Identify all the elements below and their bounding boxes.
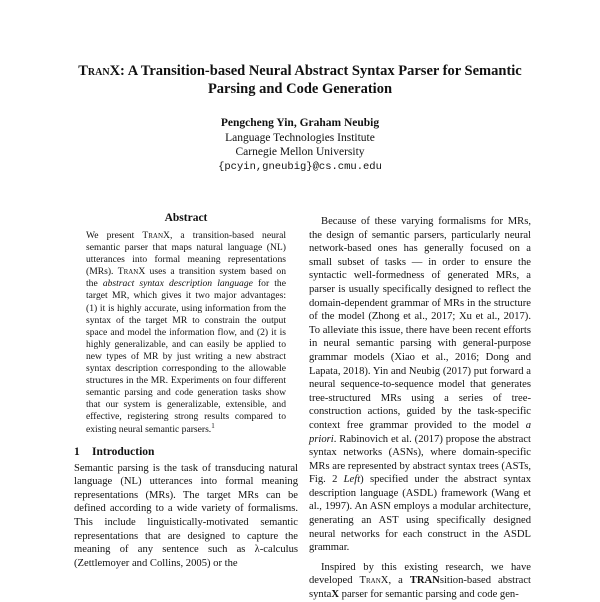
left-column — [74, 212, 298, 570]
author-names: Pengcheng Yin, Graham Neubig — [220, 117, 380, 129]
intro-paragraph: Semantic parsing is the task of transducing natural language (NL) utterances into formal meaning representations (MRs). The target MRs can be defined according to a wide variety of formalisms. This include linguistically-motivated semantic representations that are designed to capture the meaning of any sentence such as λ-calculus (Zettlemoyer and Collins, 2005) or the — [74, 462, 298, 569]
section-title: Introduction — [92, 445, 155, 458]
footnote-mark: 1 — [211, 421, 215, 430]
author-institute: Language Technologies Institute — [225, 131, 375, 144]
section-heading-introduction — [74, 446, 298, 458]
abstract-text: We present TranX, a transition-based neural semantic parser that maps natural language (NL) utterances into formal meaning representations (MRs). TranX uses a transition system based on the abstract syntax description language for the target MR, which gives it two major advantages: (1) it is highly accurate, using information from the syntax of the target MR to constrain the output space and model the information flow, and (2) it is highly generalizable, and can easily be applied to new types of MR by just writing a new abstract syntax description corresponding to the allowable structures in the MR. Experiments on four different semantic parsing and code generation tasks show that our system is generalizable, extensible, and effective, registering strong results compared to existing neural semantic parsers.$^1$ — [86, 230, 286, 435]
title-system-name: TranX — [78, 63, 121, 79]
author-university: Carnegie Mellon University — [235, 146, 365, 158]
right-paragraph-1: Because of these varying formalisms for MRs, the design of semantic parsers, particularly neural network-based ones has generally focused on a small subset of tasks — in order to ensure the syntactic well-formedness of generated MRs, a parser is usually specifically designed to reflect the domain-dependent grammar of MRs in the structure of the model (Zhong et al., 2017; Xu et al., 2017). To alleviate this issue, there have been recent efforts in neural semantic parsing with general-purpose grammar models (Xiao et al., 2016; Dong and Lapata, 2018). Yin and Neubig (2017) put forward a neural sequence-to-sequence model that generates tree-structured MRs using a series of tree-construction actions, guided by the task-specific context free grammar provided to the model a priori. Rabinovich et al. (2017) propose the abstract syntax networks (ASNs), where domain-specific MRs are represented by abstract syntax trees (ASTs, Fig. 2 Left) specified under the abstract syntax description language (ASDL) framework (Wang et al., 1997). An ASN employs a modular architecture, generating an AST using specifically designed neural networks for each construct in the ASDL grammar. — [309, 216, 532, 554]
abstract-heading: Abstract — [164, 212, 208, 224]
paper-title — [60, 62, 540, 98]
title-text: : A Transition-based Neural Abstract Syntax Parser for Semantic Parsing and Code Generation — [120, 63, 522, 97]
author-block — [150, 116, 450, 174]
right-column — [309, 215, 531, 602]
section-number: 1 — [74, 445, 80, 458]
right-paragraph-2: Inspired by this existing research, we have developed TranX, a TRANsition-based abstract syntaX parser for semantic parsing and code gen- — [309, 561, 531, 601]
author-emails: {pcyin,gneubig}@cs.cmu.edu — [218, 160, 382, 173]
